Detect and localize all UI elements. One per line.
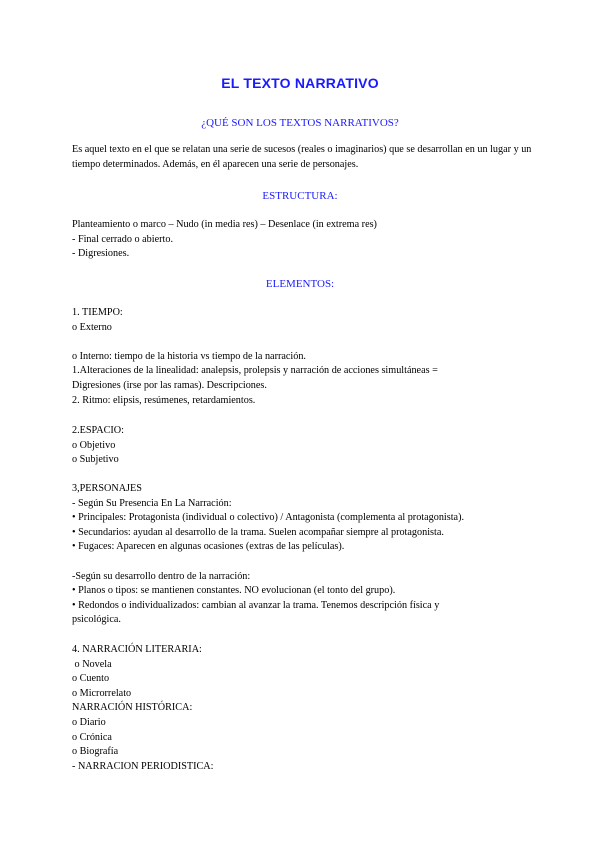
personajes-line xyxy=(72,555,532,570)
estructura-line: Planteamiento o marco – Nudo (in media res) – Desenlace (in extrema res) xyxy=(72,219,377,230)
tiempo-line: Digresiones (irse por las ramas). Descripciones. xyxy=(72,379,267,391)
tiempo-line: 2. Ritmo: elipsis, resúmenes, retardamientos. xyxy=(72,394,256,406)
espacio-line: 2.ESPACIO: xyxy=(72,425,124,436)
narracion-line: NARRACIÓN HISTÓRICA: xyxy=(72,702,193,714)
document-title: EL TEXTO NARRATIVO xyxy=(221,75,379,91)
narracion-line: o Microrrelato xyxy=(72,687,132,699)
personajes-line: -Según su desarrollo dentro de la narración: xyxy=(72,570,251,582)
personajes-line: - Según Su Presencia En La Narración: xyxy=(72,497,232,509)
tiempo-line: o Externo xyxy=(72,321,112,333)
tiempo-line: 1. TIEMPO: xyxy=(72,307,123,318)
tiempo-line xyxy=(72,335,532,350)
estructura-heading: ESTRUCTURA: xyxy=(262,190,338,202)
personajes-line: psicológica. xyxy=(72,614,121,626)
espacio-line: o Subjetivo xyxy=(72,454,119,466)
tiempo-block xyxy=(72,306,532,408)
personajes-line: • Planos o tipos: se mantienen constantes. NO evolucionan (el tonto del grupo). xyxy=(72,585,396,597)
tiempo-line: o Interno: tiempo de la historia vs tiempo de la narración. xyxy=(72,350,306,362)
personajes-block xyxy=(72,482,532,628)
elementos-heading: ELEMENTOS: xyxy=(265,278,335,290)
espacio-line: o Objetivo xyxy=(72,439,116,451)
narracion-block xyxy=(72,643,532,774)
narracion-line: o Biografía xyxy=(72,746,119,758)
estructura-line: - Digresiones. xyxy=(72,248,130,260)
personajes-line: 3,PERSONAJES xyxy=(72,483,142,494)
estructura-line: - Final cerrado o abierto. xyxy=(72,233,173,245)
question-heading: ¿QUÉ SON LOS TEXTOS NARRATIVOS? xyxy=(201,117,399,129)
tiempo-line: 1.Alteraciones de la linealidad: analepsis, prolepsis y narración de acciones simultáneas = xyxy=(72,365,438,377)
narracion-line: o Novela xyxy=(72,658,112,670)
narracion-line: - NARRACION PERIODISTICA: xyxy=(72,760,214,772)
narracion-line: 4. NARRACIÓN LITERARIA: xyxy=(72,644,202,655)
definition-text: Es aquel texto en el que se relatan una serie de sucesos (reales o imaginarios) que se desarrollan en un lugar y un tiempo determinados. Además, en él aparecen una serie de personajes. xyxy=(72,144,532,170)
personajes-line: • Secundarios: ayudan al desarrollo de la trama. Suelen acompañar siempre al protagonista. xyxy=(72,526,444,538)
espacio-block xyxy=(72,424,532,468)
personajes-line: • Fugaces: Aparecen en algunas ocasiones (extras de las películas). xyxy=(72,541,345,553)
narracion-line: o Crónica xyxy=(72,731,112,743)
personajes-line: • Redondos o individualizados: cambian al avanzar la trama. Tenemos descripción física y xyxy=(72,599,440,611)
narracion-line: o Cuento xyxy=(72,673,110,685)
narracion-line: o Diario xyxy=(72,716,106,728)
estructura-block xyxy=(72,218,532,262)
definition-paragraph xyxy=(72,143,532,172)
personajes-line: • Principales: Protagonista (individual o colectivo) / Antagonista (complementa al protagonista). xyxy=(72,512,465,524)
